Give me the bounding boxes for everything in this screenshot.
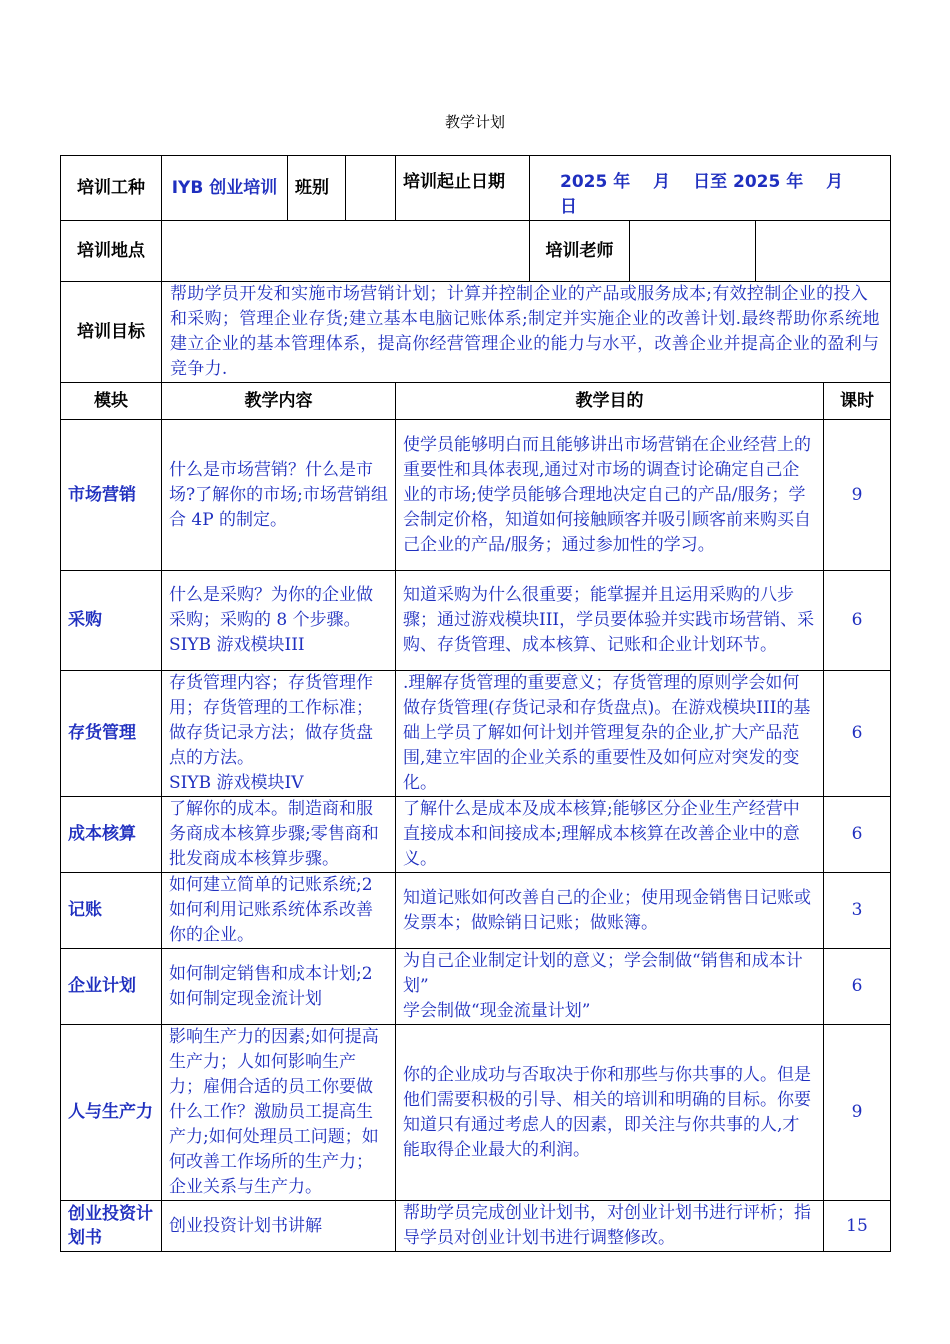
purpose-cell: 你的企业成功与否取决于你和那些与你共事的人。但是他们需要积极的引导、相关的培训和明确的目标。你要知道只有通过考虑人的因素，即关注与你共事的人,才能取得企业最大的利润。 [396,1025,824,1201]
table-row [61,1201,891,1252]
hours-cell: 3 [824,873,891,949]
table-row [61,571,891,671]
hours-cell: 9 [824,1025,891,1201]
goal-value: 帮助学员开发和实施市场营销计划；计算并控制企业的产品或服务成本;有效控制企业的投入和采购；管理企业存货;建立基本电脑记账体系;制定并实施企业的改善计划.最终帮助你系统地建立企业的基本管理体系，提高你经营管理企业的能力与水平，改善企业并提高企业的盈利与竞争力. [162,282,891,383]
purpose-cell: 了解什么是成本及成本核算;能够区分企业生产经营中直接成本和间接成本;理解成本核算在改善企业中的意义。 [396,797,824,873]
hours-cell: 6 [824,797,891,873]
teaching-plan-table [60,155,891,1252]
module-cell: 采购 [61,571,162,671]
hours-cell: 6 [824,949,891,1025]
content-cell: 如何制定销售和成本计划;2 如何制定现金流计划 [162,949,396,1025]
class-value [346,156,396,221]
module-cell: 人与生产力 [61,1025,162,1201]
column-purpose: 教学目的 [396,383,824,420]
module-cell: 存货管理 [61,671,162,797]
purpose-cell: 知道记账如何改善自己的企业；使用现金销售日记账或发票本；做赊销日记账；做账簿。 [396,873,824,949]
course-type-value: IYB 创业培训 [162,156,288,221]
hours-cell: 6 [824,671,891,797]
module-cell: 市场营销 [61,420,162,571]
table-row [61,949,891,1025]
module-cell: 记账 [61,873,162,949]
purpose-cell: .理解存货管理的重要意义；存货管理的原则学会如何做存货管理(存货记录和存货盘点)。在游戏模块III的基础上学员了解如何计划并管理复杂的企业,扩大产品范围,建立牢固的企业关系的重要性及如何应对突发的变化。 [396,671,824,797]
column-header-row [61,383,891,420]
module-cell: 成本核算 [61,797,162,873]
module-cell: 企业计划 [61,949,162,1025]
header-row-location [61,221,891,282]
hours-cell: 6 [824,571,891,671]
table-row [61,797,891,873]
table-row [61,873,891,949]
table-row [61,420,891,571]
module-cell: 创业投资计划书 [61,1201,162,1252]
hours-cell: 15 [824,1201,891,1252]
goal-label: 培训目标 [61,282,162,383]
purpose-cell: 使学员能够明白而且能够讲出市场营销在企业经营上的重要性和具体表现,通过对市场的调查讨论确定自己企业的市场;使学员能够合理地决定自己的产品/服务；学会制定价格，知道如何接触顾客并吸引顾客前来购买自己企业的产品/服务；通过参加性的学习。 [396,420,824,571]
table-row [61,671,891,797]
content-cell: 存货管理内容；存货管理作用；存货管理的工作标准；做存货记录方法；做存货盘点的方法。 SIYB 游戏模块IV [162,671,396,797]
location-label: 培训地点 [61,221,162,282]
header-row-course [61,156,891,221]
column-content: 教学内容 [162,383,396,420]
page-title: 教学计划 [444,113,505,131]
purpose-cell: 为自己企业制定计划的意义；学会制做“销售和成本计划” 学会制做“现金流量计划” [396,949,824,1025]
purpose-cell: 知道采购为什么很重要；能掌握并且运用采购的八步骤；通过游戏模块III，学员要体验并实践市场营销、采购、存货管理、成本核算、记账和企业计划环节。 [396,571,824,671]
hours-cell: 9 [824,420,891,571]
teacher-label: 培训老师 [530,221,630,282]
content-cell: 什么是采购？为你的企业做采购；采购的 8 个步骤。 SIYB 游戏模块III [162,571,396,671]
date-label: 培训起止日期 [396,156,530,221]
teacher-value [630,221,756,282]
date-value: 2025 年 月 日至 2025 年 月 日 [530,156,891,221]
header-row-goal [61,282,891,383]
column-hours: 课时 [824,383,891,420]
content-cell: 什么是市场营销？什么是市场?了解你的市场;市场营销组合 4P 的制定。 [162,420,396,571]
content-cell: 影响生产力的因素;如何提高生产力；人如何影响生产力；雇佣合适的员工你要做什么工作？激励员工提高生产力;如何处理员工问题；如何改善工作场所的生产力；企业关系与生产力。 [162,1025,396,1201]
course-type-label: 培训工种 [61,156,162,221]
purpose-cell: 帮助学员完成创业计划书，对创业计划书进行评析；指导学员对创业计划书进行调整修改。 [396,1201,824,1252]
content-cell: 了解你的成本。制造商和服务商成本核算步骤;零售商和批发商成本核算步骤。 [162,797,396,873]
column-module: 模块 [61,383,162,420]
teacher-extra [756,221,891,282]
table-row [61,1025,891,1201]
content-cell: 创业投资计划书讲解 [162,1201,396,1252]
location-value [162,221,530,282]
class-label: 班别 [288,156,346,221]
content-cell: 如何建立简单的记账系统;2 如何利用记账系统体系改善你的企业。 [162,873,396,949]
